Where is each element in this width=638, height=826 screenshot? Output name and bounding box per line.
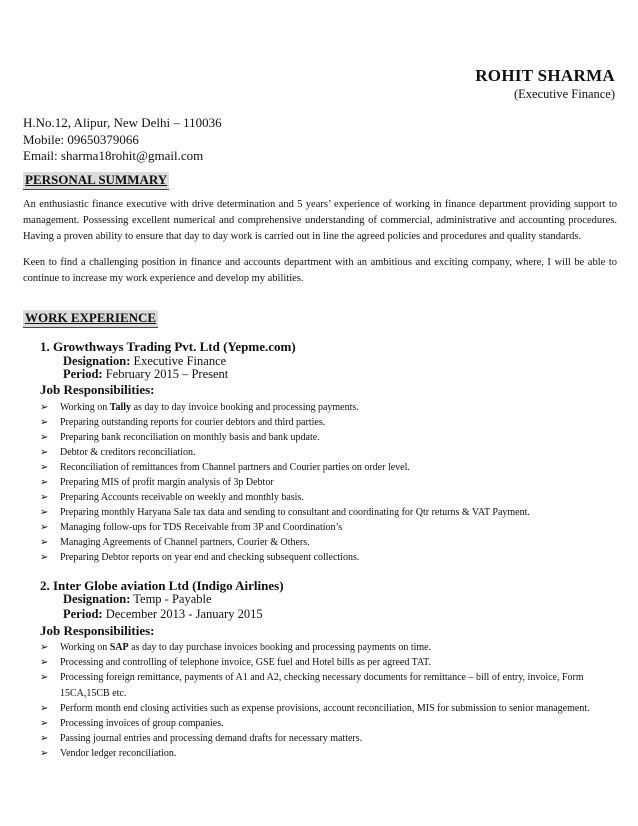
arrow-bullet-icon: ➢	[40, 462, 49, 473]
candidate-name: ROHIT SHARMA	[475, 66, 615, 85]
responsibility-text: SAP	[109, 642, 129, 653]
designation-value: Executive Finance	[130, 354, 227, 368]
responsibility-item	[40, 550, 615, 565]
responsibility-item	[40, 400, 615, 415]
summary-paragraph-2: Keen to find a challenging position in finance and accounts department with an ambitious and exciting company, where, I will be able to continue to increase my work experience and develop my abilities.	[23, 257, 617, 284]
responsibility-text: Processing invoices of group companies.	[60, 718, 224, 730]
responsibility-text: Debtor & creditors reconciliation.	[60, 447, 196, 458]
arrow-bullet-icon: ➢	[40, 552, 49, 563]
designation-label: Designation:	[63, 354, 131, 368]
job-designation	[63, 592, 212, 607]
arrow-bullet-icon: ➢	[40, 432, 49, 443]
job-period	[63, 607, 263, 622]
responsibility-text: Passing journal entries and processing demand drafts for necessary matters.	[60, 733, 363, 745]
responsibility-item	[40, 640, 615, 655]
responsibility-item	[40, 535, 615, 550]
arrow-bullet-icon: ➢	[40, 642, 49, 653]
job-period	[63, 367, 228, 382]
responsibility-item	[40, 430, 615, 445]
address-line: H.No.12, Alipur, New Delhi – 110036	[23, 115, 222, 130]
responsibility-item	[40, 460, 615, 475]
arrow-bullet-icon: ➢	[40, 733, 49, 745]
responsibility-item	[40, 520, 615, 535]
responsibility-text: Managing follow-ups for TDS Receivable from 3P and Coordination’s	[60, 522, 343, 533]
contact-block	[23, 115, 222, 165]
responsibility-item	[40, 746, 615, 761]
job-responsibilities-label: Job Responsibilities:	[40, 623, 155, 638]
responsibility-text: as day to day purchase invoices booking and processing payments on time.	[128, 642, 432, 653]
responsibility-text: Processing foreign remittance, payments of A1 and A2, checking necessary documents for remittance – bill of entry, invoice, Form 15CA,15CB etc.	[60, 672, 584, 699]
arrow-bullet-icon: ➢	[40, 447, 49, 458]
arrow-bullet-icon: ➢	[40, 522, 49, 533]
arrow-bullet-icon: ➢	[40, 672, 49, 684]
responsibility-item	[40, 415, 615, 430]
designation-value: Temp - Payable	[130, 592, 212, 606]
responsibility-text: Preparing Debtor reports on year end and checking subsequent collections.	[60, 552, 360, 563]
arrow-bullet-icon: ➢	[40, 537, 49, 548]
designation-label: Designation:	[63, 592, 131, 606]
period-value: December 2013 - January 2015	[102, 607, 263, 621]
responsibility-text: Working on	[60, 402, 110, 413]
responsibility-item	[40, 731, 615, 746]
responsibility-item	[40, 490, 615, 505]
period-value: February 2015 – Present	[102, 367, 229, 381]
responsibility-item	[40, 716, 615, 731]
responsibility-item	[40, 655, 615, 670]
summary-paragraph-1: An enthusiastic finance executive with drive determination and 5 years’ experience of working in finance department providing support to management. Possessing excellent numerical and comprehensive understanding of commercial, administrative and accounting procedures. Having a proven ability to ensure that day to day work is carried out in line the agreed policies and procedures and quality standards.	[23, 199, 617, 242]
responsibility-list	[40, 400, 615, 565]
responsibility-item	[40, 505, 615, 520]
arrow-bullet-icon: ➢	[40, 477, 49, 488]
period-label: Period:	[63, 367, 103, 381]
arrow-bullet-icon: ➢	[40, 718, 49, 730]
mobile-line: Mobile: 09650379066	[23, 131, 139, 147]
responsibility-item	[40, 445, 615, 460]
arrow-bullet-icon: ➢	[40, 702, 49, 714]
personal-summary-heading: PERSONAL SUMMARY	[23, 172, 169, 190]
job-title: 2. Inter Globe aviation Ltd (Indigo Airlines)	[40, 578, 284, 593]
responsibility-item	[40, 475, 615, 490]
arrow-bullet-icon: ➢	[40, 657, 49, 669]
responsibility-text: Preparing MIS of profit margin analysis of 3p Debtor	[60, 477, 274, 488]
responsibility-text: Preparing outstanding reports for courier debtors and third parties.	[60, 417, 326, 428]
responsibility-text: Perform month end closing activities such as expense provisions, account reconciliation, MIS for submission to senior management.	[60, 702, 590, 714]
job-responsibilities-label: Job Responsibilities:	[40, 382, 155, 397]
responsibility-text: Tally	[109, 402, 132, 413]
arrow-bullet-icon: ➢	[40, 748, 49, 760]
period-label: Period:	[63, 607, 103, 621]
arrow-bullet-icon: ➢	[40, 417, 49, 428]
responsibility-text: as day to day invoice booking and processing payments.	[131, 402, 359, 413]
responsibility-text: Preparing bank reconciliation on monthly basis and bank update.	[60, 432, 320, 443]
arrow-bullet-icon: ➢	[40, 507, 49, 518]
responsibility-text: Working on	[60, 642, 110, 653]
work-experience-heading: WORK EXPERIENCE	[23, 310, 158, 328]
responsibility-text: Managing Agreements of Channel partners, Courier & Others.	[60, 537, 310, 548]
job-title: 1. Growthways Trading Pvt. Ltd (Yepme.com)	[40, 339, 296, 354]
responsibility-list	[40, 640, 615, 762]
responsibility-text: Vendor ledger reconciliation.	[60, 748, 177, 760]
candidate-role: (Executive Finance)	[514, 87, 615, 101]
arrow-bullet-icon: ➢	[40, 402, 49, 413]
responsibility-item	[40, 701, 615, 716]
responsibility-text: Processing and controlling of telephone invoice, GSE fuel and Hotel bills as per agreed TAT.	[60, 657, 431, 669]
responsibility-item	[40, 670, 615, 700]
arrow-bullet-icon: ➢	[40, 492, 49, 503]
responsibility-text: Preparing Accounts receivable on weekly and monthly basis.	[60, 492, 304, 503]
responsibility-text: Preparing monthly Haryana Sale tax data and sending to consultant and coordinating for Qtr returns & VAT Payment.	[60, 507, 530, 518]
responsibility-text: Reconciliation of remittances from Channel partners and Courier parties on order level.	[60, 462, 410, 473]
email-line: Email: sharma18rohit@gmail.com	[23, 148, 204, 163]
